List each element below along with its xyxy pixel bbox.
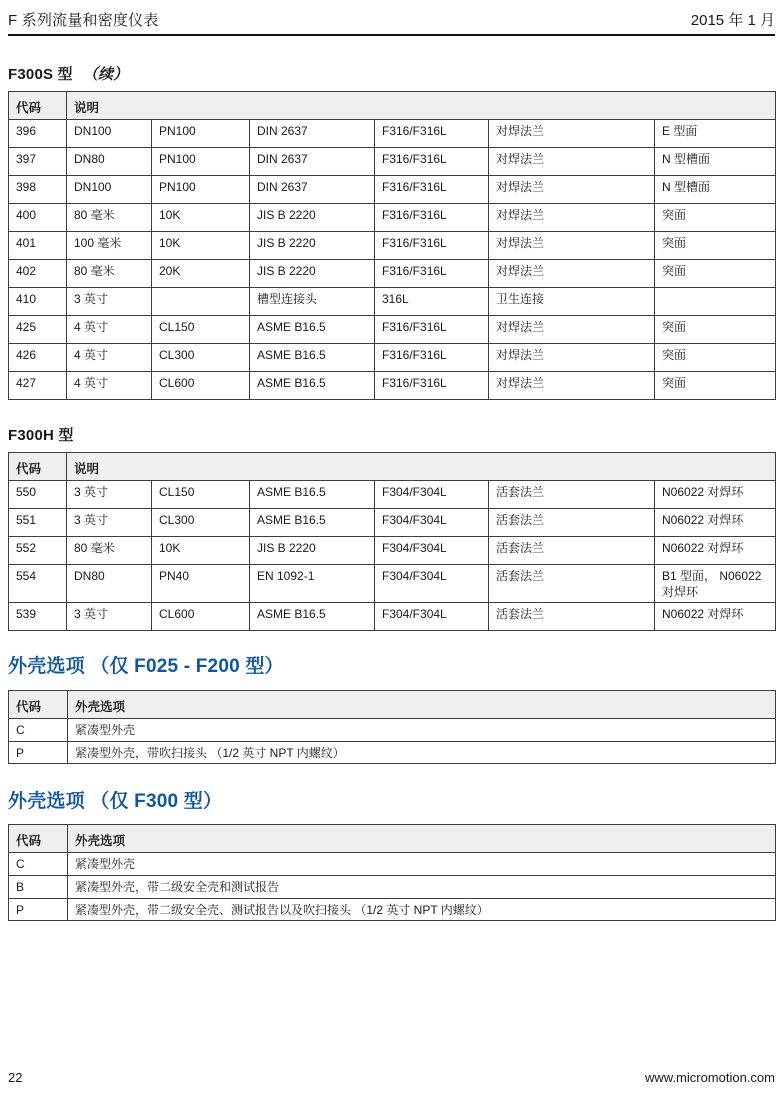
spec-cell: 突面 xyxy=(655,316,776,344)
code-cell: 410 xyxy=(9,288,67,316)
spec-cell: N06022 对焊环 xyxy=(655,509,776,537)
section-title-text: F300S 型 xyxy=(8,66,73,83)
spec-cell: DN100 xyxy=(67,176,152,204)
spec-cell: 316L xyxy=(375,288,489,316)
spec-cell: CL150 xyxy=(152,316,250,344)
spec-cell: N06022 对焊环 xyxy=(655,603,776,631)
spec-cell: 卫生连接 xyxy=(489,288,655,316)
table-row xyxy=(9,176,776,204)
spec-cell: 紧凑型外壳 xyxy=(68,853,776,876)
spec-cell: 3 英寸 xyxy=(67,481,152,509)
spec-cell: F304/F304L xyxy=(375,565,489,603)
spec-cell: 对焊法兰 xyxy=(489,232,655,260)
spec-cell: 4 英寸 xyxy=(67,344,152,372)
table-row xyxy=(9,853,776,876)
spec-cell: JIS B 2220 xyxy=(250,232,375,260)
spec-cell: 活套法兰 xyxy=(489,509,655,537)
spec-cell: F316/F316L xyxy=(375,176,489,204)
housing-options-table-f025-f200 xyxy=(8,690,776,764)
code-cell: P xyxy=(9,741,68,764)
spec-cell: EN 1092-1 xyxy=(250,565,375,603)
spec-cell: 80 毫米 xyxy=(67,204,152,232)
table-row xyxy=(9,232,776,260)
column-header-code: 代码 xyxy=(9,825,68,853)
section-title-f300h xyxy=(8,424,775,445)
table-row xyxy=(9,148,776,176)
section-title-housing-f300: 外壳选项 （仅 F300 型） xyxy=(8,791,223,813)
table-header-row xyxy=(9,825,776,853)
code-cell: 425 xyxy=(9,316,67,344)
spec-cell: CL150 xyxy=(152,481,250,509)
table-row xyxy=(9,344,776,372)
spec-cell: 对焊法兰 xyxy=(489,316,655,344)
section-title-continued: （续） xyxy=(82,66,129,83)
spec-cell: 紧凑型外壳 xyxy=(68,719,776,742)
spec-cell: 10K xyxy=(152,232,250,260)
spec-cell: 对焊法兰 xyxy=(489,344,655,372)
spec-cell: F304/F304L xyxy=(375,509,489,537)
spec-cell: 100 毫米 xyxy=(67,232,152,260)
table-row xyxy=(9,741,776,764)
spec-cell: E 型面 xyxy=(655,120,776,148)
code-cell: 400 xyxy=(9,204,67,232)
page-number: 22 xyxy=(8,1070,23,1085)
table-row xyxy=(9,537,776,565)
spec-cell: N06022 对焊环 xyxy=(655,481,776,509)
spec-cell: F304/F304L xyxy=(375,603,489,631)
document-footer xyxy=(8,1070,775,1085)
spec-cell: 活套法兰 xyxy=(489,537,655,565)
code-cell: 426 xyxy=(9,344,67,372)
spec-cell: F304/F304L xyxy=(375,537,489,565)
spec-cell: 80 毫米 xyxy=(67,537,152,565)
spec-cell: N 型槽面 xyxy=(655,176,776,204)
spec-cell: 槽型连接头 xyxy=(250,288,375,316)
spec-cell: PN40 xyxy=(152,565,250,603)
spec-cell: CL300 xyxy=(152,509,250,537)
f300s-spec-table xyxy=(8,91,776,400)
spec-cell: F316/F316L xyxy=(375,344,489,372)
table-row xyxy=(9,372,776,400)
code-cell: 550 xyxy=(9,481,67,509)
section-title-housing-f025-f200: 外壳选项 （仅 F025 - F200 型） xyxy=(8,656,284,678)
spec-cell: 突面 xyxy=(655,260,776,288)
table-row xyxy=(9,509,776,537)
spec-cell: F316/F316L xyxy=(375,148,489,176)
spec-cell: F316/F316L xyxy=(375,120,489,148)
column-header-description: 外壳选项 xyxy=(68,691,776,719)
spec-cell: 突面 xyxy=(655,204,776,232)
column-header-description: 说明 xyxy=(67,453,776,481)
spec-cell: 活套法兰 xyxy=(489,565,655,603)
spec-cell: DN100 xyxy=(67,120,152,148)
spec-cell: DIN 2637 xyxy=(250,176,375,204)
spec-cell: JIS B 2220 xyxy=(250,260,375,288)
spec-cell: DIN 2637 xyxy=(250,148,375,176)
spec-cell: ASME B16.5 xyxy=(250,603,375,631)
code-cell: 402 xyxy=(9,260,67,288)
code-cell: 539 xyxy=(9,603,67,631)
website-url: www.micromotion.com xyxy=(644,1070,775,1085)
spec-cell: 20K xyxy=(152,260,250,288)
spec-cell: F316/F316L xyxy=(375,260,489,288)
section-title-f300s xyxy=(8,63,775,84)
spec-cell: 3 英寸 xyxy=(67,288,152,316)
spec-cell: 80 毫米 xyxy=(67,260,152,288)
code-cell: C xyxy=(9,853,68,876)
code-cell: 401 xyxy=(9,232,67,260)
spec-cell xyxy=(655,288,776,316)
table-row xyxy=(9,875,776,898)
spec-cell: DN80 xyxy=(67,565,152,603)
table-row xyxy=(9,120,776,148)
table-row xyxy=(9,204,776,232)
spec-cell: ASME B16.5 xyxy=(250,344,375,372)
spec-cell: B1 型面， N06022 对焊环 xyxy=(655,565,776,603)
spec-cell: 突面 xyxy=(655,232,776,260)
document-title: F 系列流量和密度仪表 xyxy=(8,12,159,29)
spec-cell: F316/F316L xyxy=(375,316,489,344)
spec-cell: ASME B16.5 xyxy=(250,481,375,509)
code-cell: 551 xyxy=(9,509,67,537)
spec-cell: 对焊法兰 xyxy=(489,176,655,204)
spec-cell: ASME B16.5 xyxy=(250,372,375,400)
spec-cell: ASME B16.5 xyxy=(250,509,375,537)
spec-cell: 活套法兰 xyxy=(489,481,655,509)
spec-cell: PN100 xyxy=(152,148,250,176)
code-cell: 427 xyxy=(9,372,67,400)
code-cell: C xyxy=(9,719,68,742)
table-row xyxy=(9,898,776,921)
spec-cell: DIN 2637 xyxy=(250,120,375,148)
spec-cell: JIS B 2220 xyxy=(250,204,375,232)
spec-cell: 突面 xyxy=(655,372,776,400)
column-header-description: 外壳选项 xyxy=(68,825,776,853)
table-header-row xyxy=(9,453,776,481)
spec-cell: 3 英寸 xyxy=(67,509,152,537)
spec-cell: 3 英寸 xyxy=(67,603,152,631)
spec-cell: PN100 xyxy=(152,120,250,148)
spec-cell: 对焊法兰 xyxy=(489,372,655,400)
spec-cell: 10K xyxy=(152,204,250,232)
table-header-row xyxy=(9,691,776,719)
spec-cell: PN100 xyxy=(152,176,250,204)
table-row xyxy=(9,260,776,288)
document-date: 2015 年 1 月 xyxy=(690,12,775,29)
spec-cell: JIS B 2220 xyxy=(250,537,375,565)
column-header-code: 代码 xyxy=(9,691,68,719)
spec-cell: 对焊法兰 xyxy=(489,120,655,148)
spec-cell: CL600 xyxy=(152,372,250,400)
document-header xyxy=(8,0,775,36)
table-row xyxy=(9,288,776,316)
spec-cell xyxy=(152,288,250,316)
spec-cell: F304/F304L xyxy=(375,481,489,509)
spec-cell: 4 英寸 xyxy=(67,372,152,400)
code-cell: 552 xyxy=(9,537,67,565)
column-header-code: 代码 xyxy=(9,453,67,481)
table-row xyxy=(9,719,776,742)
code-cell: 396 xyxy=(9,120,67,148)
spec-cell: 10K xyxy=(152,537,250,565)
code-cell: B xyxy=(9,875,68,898)
spec-cell: F316/F316L xyxy=(375,232,489,260)
section-title-text: F300H 型 xyxy=(8,427,74,444)
housing-options-table-f300 xyxy=(8,824,776,921)
spec-cell: 对焊法兰 xyxy=(489,260,655,288)
spec-cell: CL300 xyxy=(152,344,250,372)
spec-cell: N 型槽面 xyxy=(655,148,776,176)
table-row xyxy=(9,481,776,509)
table-row xyxy=(9,565,776,603)
code-cell: 398 xyxy=(9,176,67,204)
spec-cell: 紧凑型外壳，带二级安全壳、测试报告以及吹扫接头 （1/2 英寸 NPT 内螺纹） xyxy=(68,898,776,921)
spec-cell: CL600 xyxy=(152,603,250,631)
spec-cell: 紧凑型外壳，带二级安全壳和测试报告 xyxy=(68,875,776,898)
table-row xyxy=(9,316,776,344)
code-cell: 554 xyxy=(9,565,67,603)
spec-cell: 对焊法兰 xyxy=(489,148,655,176)
spec-cell: 紧凑型外壳，带吹扫接头 （1/2 英寸 NPT 内螺纹） xyxy=(68,741,776,764)
spec-cell: ASME B16.5 xyxy=(250,316,375,344)
spec-cell: 突面 xyxy=(655,344,776,372)
f300h-spec-table xyxy=(8,452,776,631)
table-header-row xyxy=(9,92,776,120)
spec-cell: DN80 xyxy=(67,148,152,176)
spec-cell: 活套法兰 xyxy=(489,603,655,631)
spec-cell: 对焊法兰 xyxy=(489,204,655,232)
code-cell: P xyxy=(9,898,68,921)
spec-cell: 4 英寸 xyxy=(67,316,152,344)
code-cell: 397 xyxy=(9,148,67,176)
spec-cell: F316/F316L xyxy=(375,372,489,400)
column-header-code: 代码 xyxy=(9,92,67,120)
spec-cell: F316/F316L xyxy=(375,204,489,232)
spec-cell: N06022 对焊环 xyxy=(655,537,776,565)
table-row xyxy=(9,603,776,631)
column-header-description: 说明 xyxy=(67,92,776,120)
